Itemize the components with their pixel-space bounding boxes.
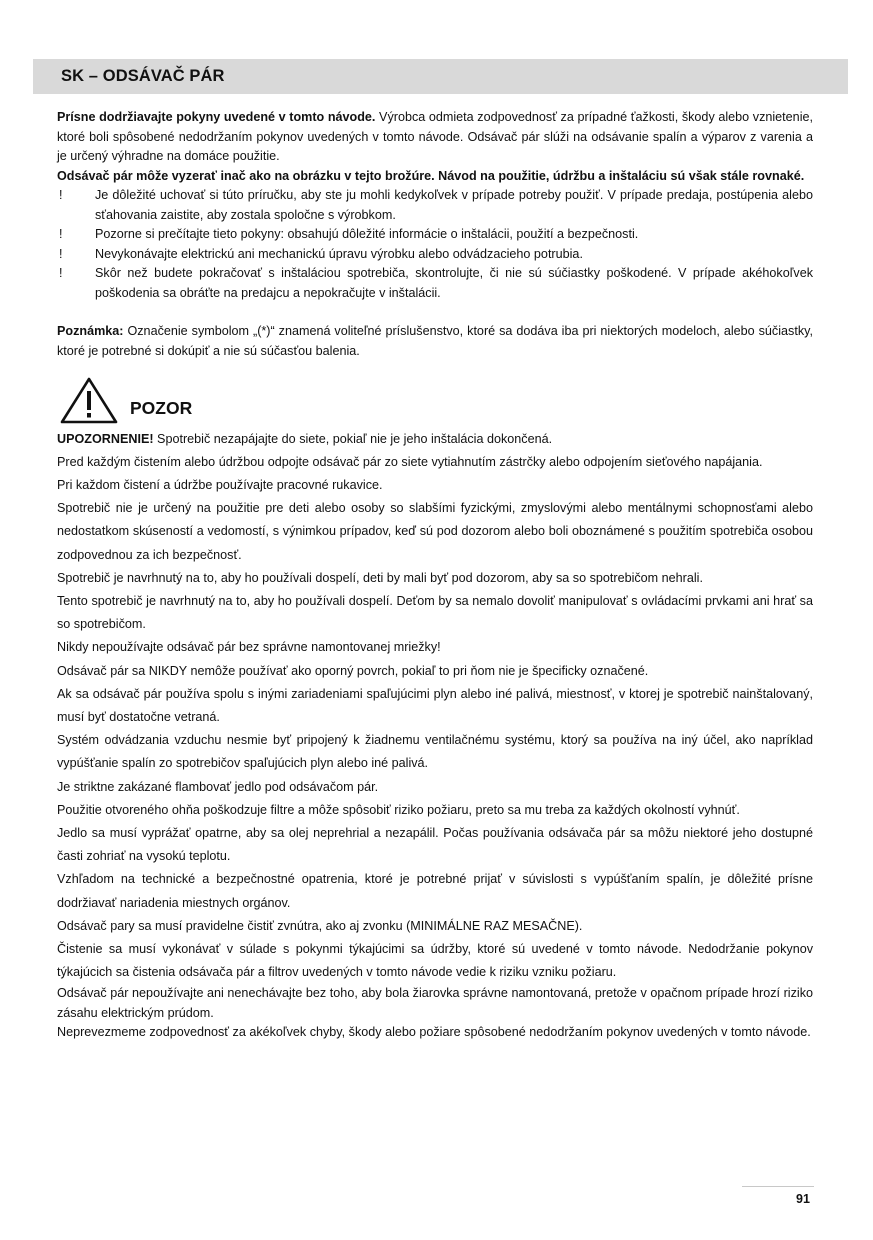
- warning-item: Jedlo sa musí vyprážať opatrne, aby sa olej neprehrial a nezapálil. Počas používania odsávača pár sa môžu niektoré jeho dostupné časti zohriať na vysokú teplotu.: [57, 826, 813, 864]
- warning-item: Systém odvádzania vzduchu nesmie byť pripojený k žiadnemu ventilačnému systému, ktorý sa používa na iný účel, ako napríklad vypúšťanie spalín zo spotrebičov spaľujúcich plyn alebo iné palivá.: [57, 733, 813, 771]
- exclamation-icon: !: [59, 246, 63, 261]
- intro-text: Výrobca odmieta zodpovednosť za prípadné ťažkosti, škody alebo vznietenie, ktoré boli spôsobené nedodržaním pokynov uvedených v tomto návode. Odsávač pár slúži na odsávanie spalín a výparov z varenia a je určený výhradne na domáce použitie.: [57, 110, 813, 163]
- warning-item: Pred každým čistením alebo údržbou odpojte odsávač pár zo siete vytiahnutím zástrčky alebo odpojením sieťového napájania.: [57, 454, 763, 469]
- bullet-text: Nevykonávajte elektrickú ani mechanickú úpravu výrobku alebo odvádzacieho potrubia.: [95, 246, 583, 261]
- intro-bold-lead: Prísne dodržiavajte pokyny uvedené v tomto návode.: [57, 110, 376, 124]
- pozor-title: POZOR: [130, 397, 193, 418]
- bullet-text: Pozorne si prečítajte tieto pokyny: obsahujú dôležité informácie o inštalácii, použití a bezpečnosti.: [95, 227, 639, 241]
- intro-paragraph-2: Odsávač pár môže vyzerať inač ako na obrázku v tejto brožúre. Návod na použitie, údržbu a inštaláciu sú však stále rovnaké.: [57, 168, 805, 183]
- exclamation-icon: !: [59, 227, 63, 241]
- warning-item: Čistenie sa musí vykonávať v súlade s pokynmi týkajúcimi sa údržby, ktoré sú uvedené v tomto návode. Nedodržanie pokynov týkajúcich sa čistenia odsávača pár a filtrov uvedených v tomto návode vedie k riziku vzniku požiaru.: [57, 942, 813, 980]
- bullet-text: Skôr než budete pokračovať s inštaláciou spotrebiča, skontrolujte, či nie sú súčiastky poškodené. V prípade akéhokoľvek poškodenia sa obráťte na predajcu a nepokračujte v inštalácii.: [95, 266, 813, 300]
- pozor-heading: [57, 374, 813, 428]
- warning-item: Tento spotrebič je navrhnutý na to, aby ho používali dospelí. Deťom by sa nemalo dovoliť manipulovať s ovládacími prvkami ani hrať sa so spotrebičom.: [57, 594, 813, 632]
- note-text: Označenie symbolom „(*)“ znamená voliteľné príslušenstvo, ktoré sa dodáva iba pri niektorých modeloch, alebo súčiastky, ktoré je potrebné si dokúpiť a nie sú súčasťou balenia.: [57, 324, 813, 358]
- bullet-item: [57, 264, 813, 303]
- footer-divider: [742, 1186, 814, 1187]
- warning-item: Odsávač pary sa musí pravidelne čistiť zvnútra, ako aj zvonku (MINIMÁLNE RAZ MESAČNE).: [57, 918, 583, 933]
- warning-item: Nikdy nepoužívajte odsávač pár bez správne namontovanej mriežky!: [57, 640, 441, 655]
- bullet-item: [57, 225, 813, 245]
- warning-item: Odsávač pár sa NIKDY nemôže používať ako oporný povrch, pokiaľ to pri ňom nie je špecificky označené.: [57, 663, 649, 678]
- exclamation-icon: !: [59, 188, 63, 202]
- intro-paragraph-1: [57, 108, 813, 167]
- upozornenie-text: Spotrebič nezapájajte do siete, pokiaľ nie je jeho inštalácia dokončená.: [153, 431, 553, 446]
- warning-triangle-icon: [59, 376, 119, 426]
- warning-item: Spotrebič nie je určený na použitie pre deti alebo osoby so slabšími fyzickými, zmyslovými alebo mentálnymi schopnosťami alebo nedostatkom skúseností a vedomostí, s výnimkou prípadov, keď sú pod dozorom alebo boli oboznámené s použitím spotrebiča osobou zodpovednou za ich bezpečnosť.: [57, 501, 813, 562]
- warnings-section: [57, 428, 813, 1043]
- exclamation-icon: !: [59, 266, 63, 280]
- bullet-item: [57, 186, 813, 225]
- warning-item: Neprevezmeme zodpovednosť za akékoľvek chyby, škody alebo požiare spôsobené nedodržaním pokynov uvedených v tomto návode.: [57, 1025, 811, 1040]
- page-number: 91: [796, 1192, 810, 1206]
- intro-section: [57, 108, 813, 186]
- upozornenie-label: UPOZORNENIE!: [57, 431, 154, 446]
- safety-bullet-list: [57, 186, 813, 303]
- bullet-item: [57, 245, 813, 265]
- warning-item: Ak sa odsávač pár používa spolu s inými zariadeniami spaľujúcimi plyn alebo iné palivá, miestnosť, v ktorej je spotrebič nainštalovaný, musí byť dostatočne vetraná.: [57, 686, 813, 725]
- section-title: SK – ODSÁVAČ PÁR: [61, 67, 225, 85]
- warning-item: Vzhľadom na technické a bezpečnostné opatrenia, ktoré je potrebné prijať v súvislosti s vypúšťaním spalín, je dôležité prísne dodržiavať nariadenia miestnych orgánov.: [57, 872, 813, 910]
- warning-item: Spotrebič je navrhnutý na to, aby ho používali dospelí, deti by mali byť pod dozorom, aby sa so spotrebičom nehrali.: [57, 570, 703, 585]
- note-paragraph: [57, 322, 813, 361]
- warning-item: Odsávač pár nepoužívajte ani nenechávajte bez toho, aby bola žiarovka správne namontovaná, pretože v opačnom prípade hrozí riziko zásahu elektrickým prúdom.: [57, 986, 813, 1020]
- warning-item: Použitie otvoreného ohňa poškodzuje filtre a môže spôsobiť riziko požiaru, preto sa mu treba za každých okolností vyhnúť.: [57, 802, 740, 817]
- warning-item: [57, 428, 813, 451]
- bullet-text: Je dôležité uchovať si túto príručku, aby ste ju mohli kedykoľvek v prípade potreby použiť. V prípade predaja, postúpenia alebo sťahovania zaistite, aby zostala spoločne s výrobkom.: [95, 188, 813, 222]
- note-label: Poznámka:: [57, 324, 124, 338]
- section-header-bar: [33, 59, 848, 94]
- warning-item: Pri každom čistení a údržbe používajte pracovné rukavice.: [57, 478, 383, 492]
- page-content: [57, 108, 813, 1043]
- warning-item: Je striktne zakázané flambovať jedlo pod odsávačom pár.: [57, 779, 379, 794]
